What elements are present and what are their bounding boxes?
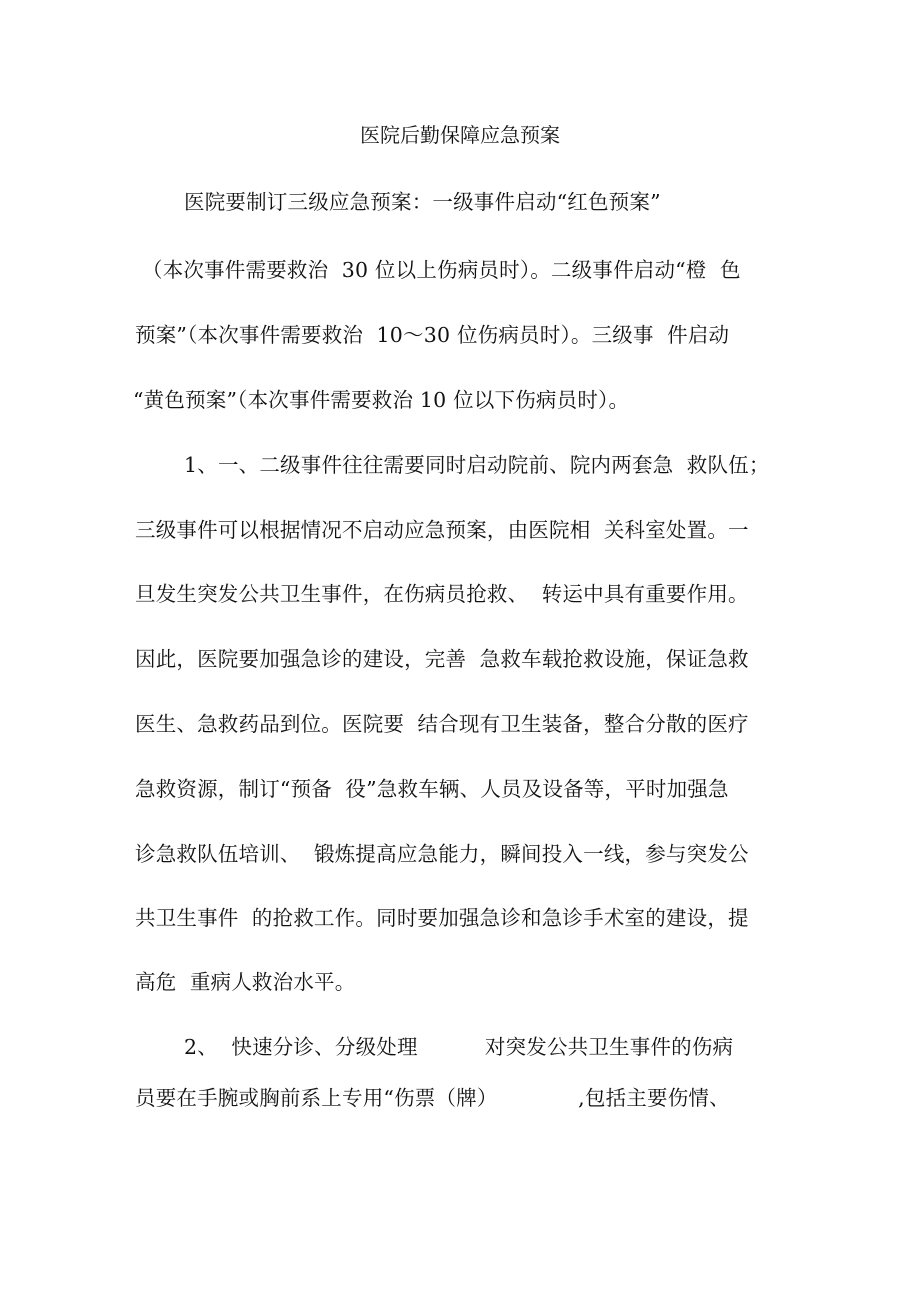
- document-title: 医院后勤保障应急预案: [360, 123, 560, 147]
- paragraph-2-line-8: 共卫生事件 的抢救工作。同时要加强急诊和急诊手术室的建设，提: [135, 906, 749, 930]
- paragraph-1-line-3: 预案”（本次事件需要救治 10～30 位伤病员时）。三级事 件启动: [135, 323, 730, 347]
- paragraph-2-line-7: 诊急救队伍培训、 锻炼提高应急能力，瞬间投入一线，参与突发公: [135, 842, 749, 866]
- paragraph-1-line-2: （本次事件需要救治 30 位以上伤病员时）。二级事件启动“橙 色: [142, 258, 741, 282]
- paragraph-1-line-1: 医院要制订三级应急预案：一级事件启动“红色预案”: [184, 190, 661, 214]
- paragraph-2-line-1: 1、一、二级事件往往需要同时启动院前、院内两套急 救队伍；: [184, 453, 770, 477]
- paragraph-2-line-6: 急救资源，制订“预备 役”急救车辆、人员及设备等，平时加强急: [135, 777, 729, 801]
- paragraph-3-line-1: 2、 快速分诊、分级处理 对突发公共卫生事件的伤病: [184, 1035, 734, 1059]
- paragraph-2-line-9: 高危 重病人救治水平。: [135, 970, 356, 994]
- paragraph-1-line-4: “黄色预案”（本次事件需要救治 10 位以下伤病员时）。: [133, 388, 630, 412]
- paragraph-2-line-5: 医生、急救药品到位。医院要 结合现有卫生装备，整合分散的医疗: [135, 712, 749, 736]
- paragraph-2-line-3: 旦发生突发公共卫生事件，在伤病员抢救、 转运中具有重要作用。: [135, 582, 749, 606]
- paragraph-2-line-4: 因此，医院要加强急诊的建设，完善 急救车载抢救设施，保证急救: [135, 647, 749, 671]
- paragraph-3-line-2: 员要在手腕或胸前系上专用“伤票（牌） ,包括主要伤情、: [135, 1086, 730, 1110]
- paragraph-2-line-2: 三级事件可以根据情况不启动应急预案，由医院相 关科室处置。一: [135, 518, 749, 542]
